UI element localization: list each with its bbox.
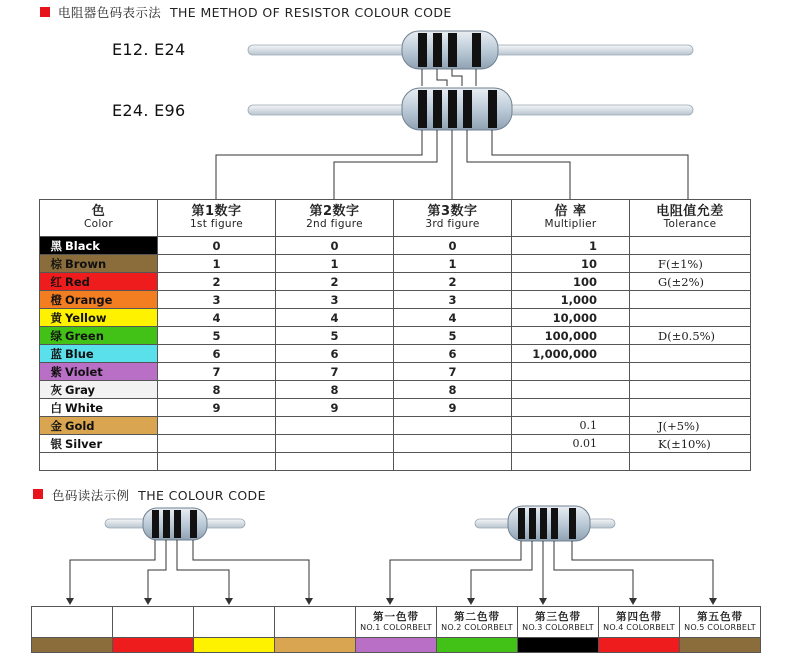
third-digit-cell xyxy=(394,453,512,471)
example-left-leaders xyxy=(70,540,309,602)
color-swatch-cell xyxy=(40,381,158,399)
colorbelt-swatch xyxy=(356,638,437,653)
multiplier-cell: 0.01 xyxy=(512,435,630,453)
tolerance-cell xyxy=(630,453,751,471)
color-name-zh: 黄 xyxy=(50,310,62,325)
band-1 xyxy=(418,33,427,67)
colour-code-table xyxy=(39,199,751,471)
colorbelt-swatch xyxy=(437,638,518,653)
color-name-en: Gold xyxy=(65,418,95,433)
second-digit-cell xyxy=(276,435,394,453)
color-swatch-cell xyxy=(40,255,158,273)
resistor-5-band xyxy=(248,88,693,130)
color-name-en: Orange xyxy=(65,292,113,307)
header-1st-figure: 第1数字 1st figure xyxy=(158,200,276,237)
colorbelt-label-zh: 第二色带 xyxy=(454,611,500,623)
colorbelt-swatch xyxy=(680,638,761,653)
colorbelt-swatch xyxy=(32,638,113,653)
table-row xyxy=(40,273,751,291)
band-2 xyxy=(433,33,442,67)
multiplier-cell: 0.1 xyxy=(512,417,630,435)
example-right-leaders xyxy=(390,541,713,602)
colorbelt-swatch xyxy=(275,638,356,653)
third-digit-cell: 6 xyxy=(394,345,512,363)
header-2nd-figure: 第2数字 2nd figure xyxy=(276,200,394,237)
colorbelt-header-cell xyxy=(356,607,437,638)
multiplier-cell xyxy=(512,381,630,399)
color-name-en: Blue xyxy=(65,346,94,361)
multiplier-cell: 10 xyxy=(512,255,630,273)
color-name-zh: 绿 xyxy=(50,328,62,343)
example-resistor-left xyxy=(105,508,245,540)
color-swatch-cell xyxy=(40,417,158,435)
band-2 xyxy=(433,90,442,128)
band-1 xyxy=(418,90,427,128)
example-table xyxy=(31,606,761,653)
colorbelt-swatch xyxy=(599,638,680,653)
first-digit-cell: 1 xyxy=(158,255,276,273)
leader-lines-lower xyxy=(216,130,688,199)
resistor-4-band xyxy=(248,31,693,69)
third-digit-cell: 4 xyxy=(394,309,512,327)
table-row xyxy=(40,327,751,345)
third-digit-cell: 2 xyxy=(394,273,512,291)
band-3 xyxy=(448,90,457,128)
example-left-arrows xyxy=(66,598,313,605)
multiplier-cell: 100,000 xyxy=(512,327,630,345)
color-swatch-cell xyxy=(40,363,158,381)
tolerance-cell xyxy=(630,399,751,417)
color-name-zh: 黑 xyxy=(50,238,62,253)
first-digit-cell: 9 xyxy=(158,399,276,417)
first-digit-cell xyxy=(158,453,276,471)
multiplier-cell: 10,000 xyxy=(512,309,630,327)
third-digit-cell: 7 xyxy=(394,363,512,381)
colorbelt-swatch xyxy=(113,638,194,653)
tolerance-cell xyxy=(630,345,751,363)
multiplier-cell: 1,000,000 xyxy=(512,345,630,363)
tolerance-cell xyxy=(630,381,751,399)
band-3 xyxy=(448,33,457,67)
first-digit-cell: 0 xyxy=(158,237,276,255)
color-swatch-cell xyxy=(40,435,158,453)
colorbelt-header-cell xyxy=(275,607,356,638)
section2-title-zh: 色码读法示例 xyxy=(52,488,130,503)
header-multiplier: 倍 率 Multiplier xyxy=(512,200,630,237)
second-digit-cell: 7 xyxy=(276,363,394,381)
color-name-zh: 紫 xyxy=(50,364,62,379)
third-digit-cell: 0 xyxy=(394,237,512,255)
color-name-zh: 灰 xyxy=(50,382,62,397)
first-digit-cell: 4 xyxy=(158,309,276,327)
second-digit-cell: 6 xyxy=(276,345,394,363)
second-digit-cell: 3 xyxy=(276,291,394,309)
second-digit-cell: 4 xyxy=(276,309,394,327)
header-color: 色 Color xyxy=(40,200,158,237)
second-digit-cell: 8 xyxy=(276,381,394,399)
colorbelt-header-cell xyxy=(194,607,275,638)
second-digit-cell xyxy=(276,417,394,435)
section2-title xyxy=(52,486,266,504)
colorbelt-swatch xyxy=(194,638,275,653)
tolerance-cell xyxy=(630,363,751,381)
example-right-arrows xyxy=(386,598,717,605)
multiplier-cell: 100 xyxy=(512,273,630,291)
band-4 xyxy=(472,33,481,67)
second-digit-cell: 0 xyxy=(276,237,394,255)
tolerance-cell: F(±1%) xyxy=(630,255,751,273)
color-name-zh: 橙 xyxy=(50,292,62,307)
multiplier-cell xyxy=(512,399,630,417)
first-digit-cell: 6 xyxy=(158,345,276,363)
third-digit-cell: 1 xyxy=(394,255,512,273)
section-title-en: THE METHOD OF RESISTOR COLOUR CODE xyxy=(169,5,452,20)
third-digit-cell xyxy=(394,435,512,453)
color-name-en: White xyxy=(65,400,104,415)
second-digit-cell: 1 xyxy=(276,255,394,273)
tolerance-cell: K(±10%) xyxy=(630,435,751,453)
first-digit-cell: 7 xyxy=(158,363,276,381)
series-label-e24-e96: E24. E96 xyxy=(112,101,186,120)
multiplier-cell: 1,000 xyxy=(512,291,630,309)
second-digit-cell xyxy=(276,453,394,471)
color-name-zh: 白 xyxy=(50,400,62,415)
color-swatch-cell xyxy=(40,237,158,255)
colorbelt-label-zh: 第一色带 xyxy=(373,611,419,623)
colorbelt-label-en: NO.1 COLORBELT xyxy=(360,623,432,632)
colorbelt-label-en: NO.2 COLORBELT xyxy=(441,623,513,632)
table-row xyxy=(40,345,751,363)
tolerance-cell: D(±0.5%) xyxy=(630,327,751,345)
tolerance-cell xyxy=(630,309,751,327)
colorbelt-header-cell xyxy=(437,607,518,638)
color-swatch-cell xyxy=(40,399,158,417)
color-name-zh: 红 xyxy=(50,274,62,289)
color-swatch-cell xyxy=(40,327,158,345)
leader-lines-upper xyxy=(422,69,476,86)
tolerance-cell: J(+5%) xyxy=(630,417,751,435)
table-row xyxy=(40,291,751,309)
color-name-zh: 金 xyxy=(50,418,62,433)
third-digit-cell xyxy=(394,417,512,435)
table-row xyxy=(40,453,751,471)
first-digit-cell: 3 xyxy=(158,291,276,309)
color-swatch-cell xyxy=(40,291,158,309)
third-digit-cell: 3 xyxy=(394,291,512,309)
header-3rd-figure: 第3数字 3rd figure xyxy=(394,200,512,237)
multiplier-cell: 1 xyxy=(512,237,630,255)
table-row xyxy=(40,309,751,327)
band-4 xyxy=(463,90,472,128)
colorbelt-label-en: NO.3 COLORBELT xyxy=(522,623,594,632)
color-swatch-cell xyxy=(40,309,158,327)
color-name-en: Green xyxy=(65,328,104,343)
tolerance-cell: G(±2%) xyxy=(630,273,751,291)
color-name-en: Red xyxy=(65,274,90,289)
first-digit-cell: 8 xyxy=(158,381,276,399)
section2-bullet xyxy=(33,489,43,499)
multiplier-cell xyxy=(512,453,630,471)
second-digit-cell: 2 xyxy=(276,273,394,291)
first-digit-cell: 2 xyxy=(158,273,276,291)
third-digit-cell: 8 xyxy=(394,381,512,399)
colorbelt-label-en: NO.4 COLORBELT xyxy=(603,623,675,632)
colorbelt-label-zh: 第四色带 xyxy=(616,611,662,623)
colorbelt-header-cell xyxy=(518,607,599,638)
first-digit-cell xyxy=(158,435,276,453)
band-5 xyxy=(488,90,497,128)
color-name-en: Black xyxy=(65,238,100,253)
table-header-row xyxy=(40,200,751,237)
first-digit-cell xyxy=(158,417,276,435)
color-name-zh: 棕 xyxy=(50,256,62,271)
colorbelt-swatch xyxy=(518,638,599,653)
colorbelt-header-cell xyxy=(680,607,761,638)
third-digit-cell: 9 xyxy=(394,399,512,417)
first-digit-cell: 5 xyxy=(158,327,276,345)
third-digit-cell: 5 xyxy=(394,327,512,345)
second-digit-cell: 9 xyxy=(276,399,394,417)
table-row xyxy=(40,381,751,399)
colorbelt-header-cell xyxy=(599,607,680,638)
multiplier-cell xyxy=(512,363,630,381)
series-label-e12-e24: E12. E24 xyxy=(112,40,186,59)
table-row xyxy=(40,417,751,435)
tolerance-cell xyxy=(630,237,751,255)
colorbelt-label-en: NO.5 COLORBELT xyxy=(684,623,756,632)
color-swatch-cell xyxy=(40,273,158,291)
colorbelt-header-cell xyxy=(113,607,194,638)
color-name-zh: 银 xyxy=(50,436,62,451)
table-row xyxy=(40,399,751,417)
table-row xyxy=(40,237,751,255)
color-swatch-cell xyxy=(40,345,158,363)
table-row xyxy=(40,363,751,381)
color-name-en: Yellow xyxy=(65,310,107,325)
table-row xyxy=(40,435,751,453)
colorbelt-label-zh: 第三色带 xyxy=(535,611,581,623)
header-tolerance: 电阻值允差 Tolerance xyxy=(630,200,751,237)
color-name-en: Brown xyxy=(65,256,107,271)
color-swatch-cell xyxy=(40,453,158,471)
table-row xyxy=(40,255,751,273)
section-title-zh: 电阻器色码表示法 xyxy=(58,5,162,20)
color-name-en: Gray xyxy=(65,382,96,397)
color-name-en: Violet xyxy=(65,364,103,379)
example-resistor-right xyxy=(475,506,615,541)
section2-title-en: THE COLOUR CODE xyxy=(138,488,266,503)
color-name-en: Silver xyxy=(65,436,103,451)
colorbelt-header-cell xyxy=(32,607,113,638)
colorbelt-label-zh: 第五色带 xyxy=(697,611,743,623)
tolerance-cell xyxy=(630,291,751,309)
color-name-zh: 蓝 xyxy=(50,346,62,361)
second-digit-cell: 5 xyxy=(276,327,394,345)
